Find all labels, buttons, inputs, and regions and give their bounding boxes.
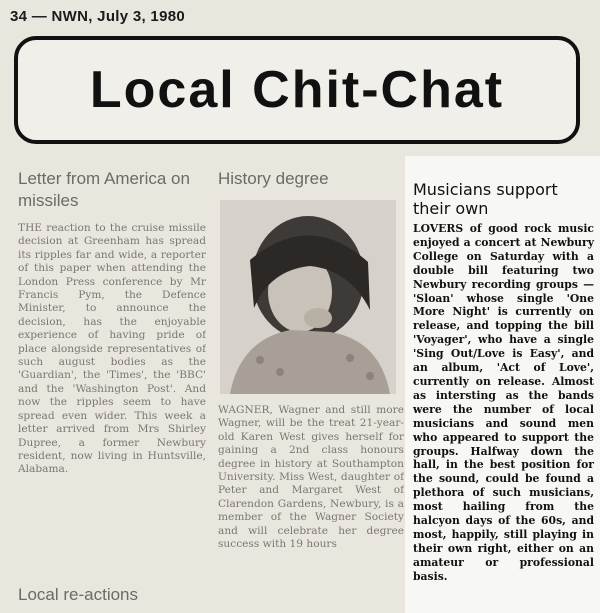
- history-column: [218, 168, 404, 613]
- letter-column: [18, 168, 206, 613]
- letter-headline: Letter from America on missiles: [18, 169, 190, 210]
- portrait-image: [220, 200, 396, 394]
- history-headline: History degree: [218, 169, 329, 188]
- musicians-body: LOVERS of good rock music enjoyed a concert at Newbury College on Saturday with a double bill featuring two Newbury recording groups — 'Sloan' whose single 'One More Night' is currently on release, and topping the bill 'Voyager', who have a single 'Sing Out/Love is Easy', and an album, 'Act of Love', currently on release. Almost as intersting as the bands were the number of local musicians and sound men who appeared to support the groups. Halfway down the hall, in the best position for the sound, could be found a plethora of such musicians, most hailing from the halcyon days of the 60s, and most, happily, still playing in their own right, either on an amateur or professional basis.: [413, 222, 594, 583]
- musicians-column: [405, 156, 600, 613]
- banner-title: Local Chit-Chat: [89, 61, 505, 119]
- section-banner: [14, 36, 580, 144]
- page-folio: 34 — NWN, July 3, 1980: [10, 8, 186, 25]
- letter-body: THE reaction to the cruise missile decision at Greenham has spread its ripples far and wide, a reporter of this paper when attending the London Press conference by Mr Francis Pym, the Defence Minister, to announce the decision, has the enjoyable experience of having pride of place alongside representatives of such august bodies as the 'Guardian', the 'Times', the 'BBC' and the 'Washington Post'. And now the ripples seem to have spread even wider. This week a letter arrived from Mrs Shirley Dupree, a former Newbury resident, now living in Huntsville, Alabama.: [18, 222, 206, 476]
- musicians-headline: Musicians support their own: [413, 180, 558, 218]
- reactions-headline: Local re-actions: [18, 585, 139, 604]
- history-body: WAGNER, Wagner and still more Wagner, will be the treat 21-year-old Karen West gives herself for gaining a 2nd class honours degree in history at Southampton University. Miss West, daughter of Peter and Margaret West of Clarendon Gardens, Newbury, is a member of the Wagner Society and will celebrate her degree success with 19 hours: [218, 404, 404, 551]
- portrait-photo: [220, 200, 396, 394]
